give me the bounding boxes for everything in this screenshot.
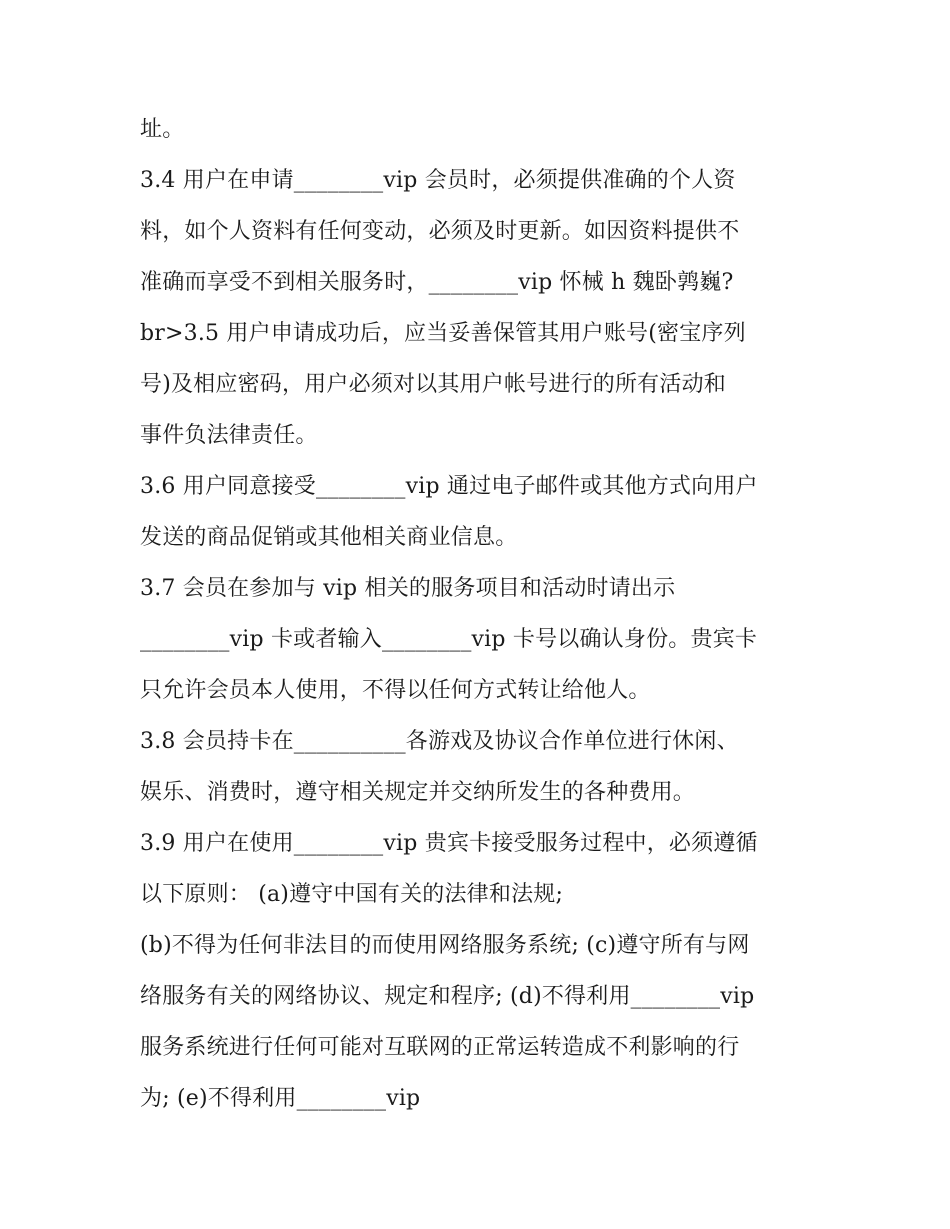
text-line: 料，如个人资料有任何变动，必须及时更新。如因资料提供不 bbox=[140, 219, 740, 244]
text-line: 准确而享受不到相关服务时，________vip 怀械 h 魏卧鹑巍? bbox=[140, 270, 734, 295]
text-line: br>3.5 用户申请成功后，应当妥善保管其用户账号(密宝序列 bbox=[140, 321, 746, 346]
text-line: 3.9 用户在使用________vip 贵宾卡接受服务过程中，必须遵循 bbox=[140, 831, 758, 856]
text-line: 只允许会员本人使用，不得以任何方式转让给他人。 bbox=[140, 678, 651, 703]
text-line: 服务系统进行任何可能对互联网的正常运转造成不利影响的行 bbox=[140, 1035, 740, 1060]
text-line: (b)不得为任何非法目的而使用网络服务系统; (c)遵守所有与网 bbox=[140, 933, 750, 958]
text-line: 号)及相应密码，用户必须对以其用户帐号进行的所有活动和 bbox=[140, 372, 726, 397]
text-line: 3.4 用户在申请________vip 会员时，必须提供准确的个人资 bbox=[140, 168, 736, 193]
text-line: 络服务有关的网络协议、规定和程序; (d)不得利用________vip bbox=[140, 984, 755, 1009]
text-line: 事件负法律责任。 bbox=[140, 423, 318, 448]
text-line: 娱乐、消费时，遵守相关规定并交纳所发生的各种费用。 bbox=[140, 780, 696, 805]
document-body bbox=[140, 104, 820, 1124]
text-line: 发送的商品促销或其他相关商业信息。 bbox=[140, 525, 518, 550]
text-line: 3.7 会员在参加与 vip 相关的服务项目和活动时请出示 bbox=[140, 576, 676, 601]
text-line: 以下原则： (a)遵守中国有关的法律和法规; bbox=[140, 882, 564, 907]
text-line: 3.8 会员持卡在__________各游戏及协议合作单位进行休闲、 bbox=[140, 729, 739, 754]
text-line: 3.6 用户同意接受________vip 通过电子邮件或其他方式向用户 bbox=[140, 474, 758, 499]
text-line: ________vip 卡或者输入________vip 卡号以确认身份。贵宾卡 bbox=[140, 627, 758, 652]
text-line: 址。 bbox=[140, 117, 185, 142]
text-line: 为; (e)不得利用________vip bbox=[140, 1086, 421, 1111]
